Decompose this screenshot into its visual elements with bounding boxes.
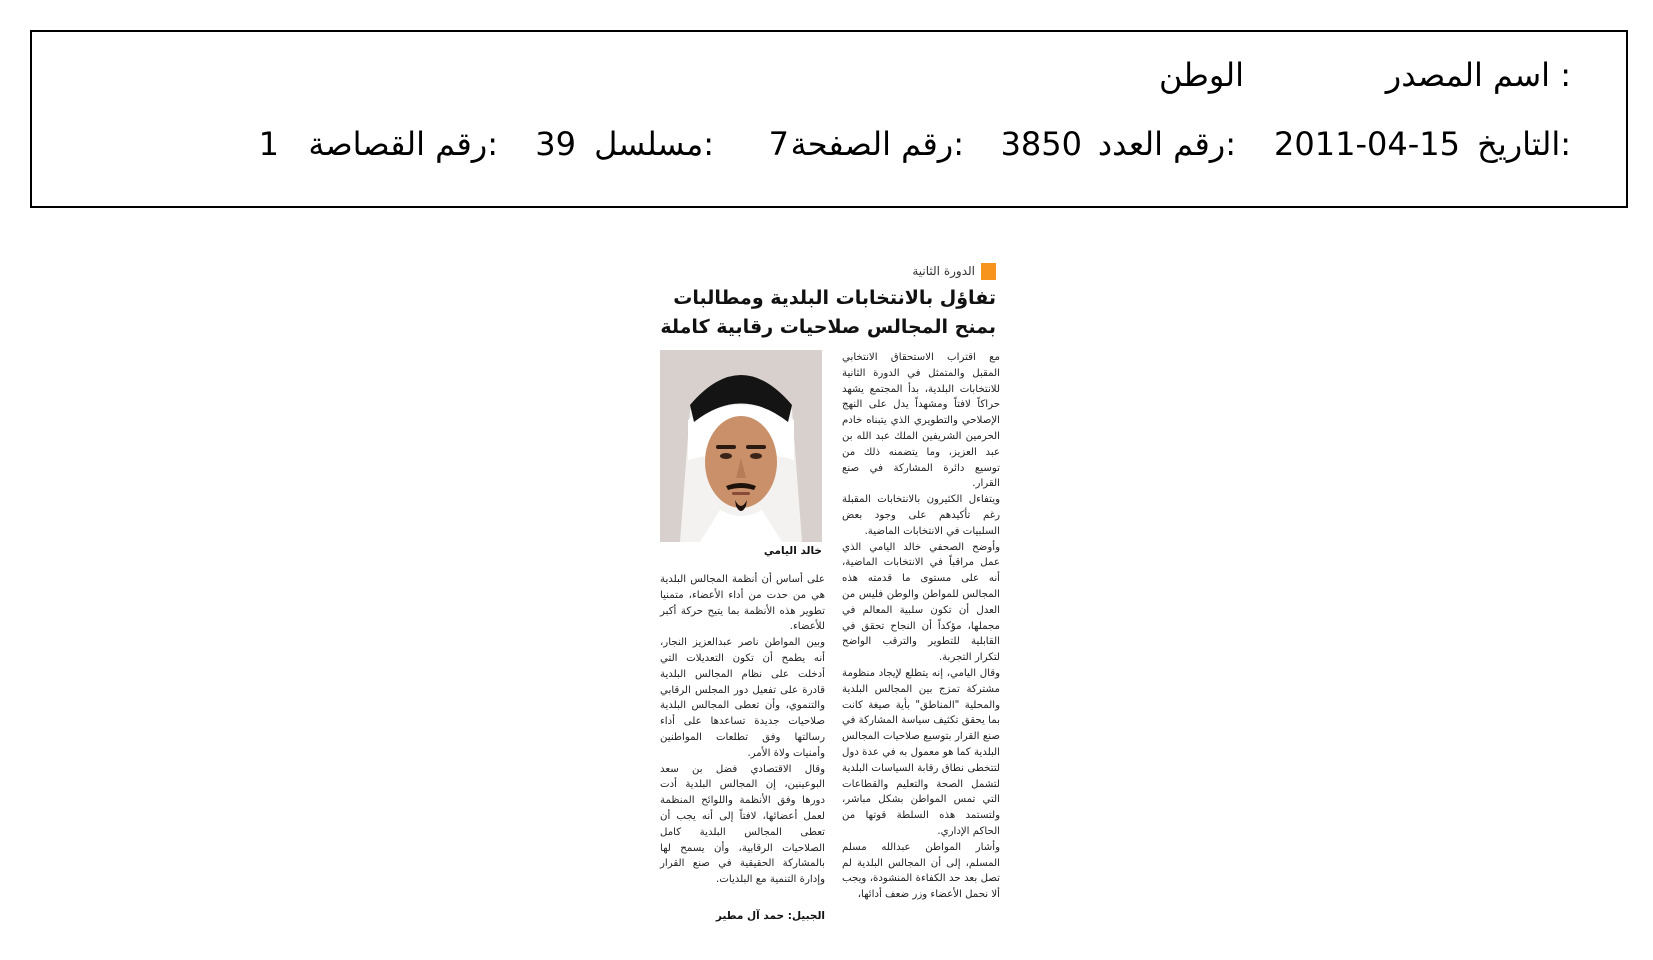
date-value: 2011-04-15 bbox=[1274, 125, 1460, 163]
article-column-left bbox=[660, 572, 825, 888]
kicker-text: الدورة الثانية bbox=[912, 264, 975, 278]
portrait-illustration bbox=[660, 350, 822, 542]
newspaper-clipping bbox=[655, 260, 1000, 925]
source-value: الوطن bbox=[1159, 56, 1244, 94]
paragraph: وبين المواطن ناصر عبدالعزيز النجار، أنه يطمح أن تكون التعديلات التي أدخلت على نظام المجالس البلدية قادرة على تفعيل دور المجلس الرقابي والتنموي، وأن تعطى المجالس البلدية صلاحيات جديدة تساعدها على أداء رسالتها وفق تطلعات المواطنين وأمنيات ولاة الأمر. bbox=[660, 637, 825, 759]
paragraph: مع اقتراب الاستحقاق الانتخابي المقبل والمتمثل في الدورة الثانية للانتخابات البلدية، بدأ المجتمع يشهد حراكاً لافتاً ومشهداً يدل على النهج الإصلاحي والتطويري الذي يتبناه خادم الحرمين الشريفين الملك عبد الله بن عبد العزيز، وما يتضمنه ذلك من توسيع دائرة المشاركة في صنع القرار. bbox=[842, 352, 1000, 490]
article-column-right bbox=[842, 350, 1000, 903]
portrait-photo bbox=[660, 350, 822, 542]
serial-label: مسلسل: bbox=[594, 125, 714, 163]
serial-value: 39 bbox=[535, 125, 576, 163]
paragraph: ويتفاءل الكثيرون بالانتخابات المقبلة رغم تأكيدهم على وجود بعض السلبيات في الانتخابات الماضية. bbox=[842, 494, 1000, 537]
page-value: 7 bbox=[768, 125, 789, 163]
date-label: التاريخ: bbox=[1477, 125, 1571, 163]
issue-label: رقم العدد: bbox=[1097, 125, 1236, 163]
paragraph: وقال الاقتصادي فضل بن سعد البوعينين، إن المجالس البلدية أدت دورها وفق الأنظمة واللوائح المنظمة لعمل أعضائها، لافتاً إلى أنه يجب أن تعطى المجالس البلدية كامل الصلاحيات الرقابية، وأن يسمح لها بالمشاركة الحقيقية في صنع القرار وإدارة التنمية مع البلديات. bbox=[660, 763, 825, 886]
kicker bbox=[912, 260, 996, 282]
photo-caption: خالد اليامي bbox=[763, 545, 822, 557]
source-label: اسم المصدر : bbox=[1385, 56, 1571, 94]
paragraph: على أساس أن أنظمة المجالس البلدية هي من حدت من أداء الأعضاء، متمنيا تطوير هذه الأنظمة بما يتيح حركة أكبر للأعضاء. bbox=[660, 574, 825, 633]
header-box bbox=[30, 30, 1628, 208]
headline: تفاؤل بالانتخابات البلدية ومطالبات بمنح المجالس صلاحيات رقابية كاملة bbox=[660, 287, 996, 338]
clip-label: رقم القصاصة: bbox=[308, 125, 498, 163]
page-label: رقم الصفحة: bbox=[790, 125, 964, 163]
paragraph: وأوضح الصحفي خالد اليامي الذي عمل مراقباً في الانتخابات الماضية، أنه على مستوى ما قدمته هذه المجالس للمواطن والوطن فليس من العدل أن تكون سلبية المعالم في مجملها، مؤكداً أن النجاح تحقق في القابلية للتطوير والترقب الواضح لتكرار التجربة. bbox=[842, 541, 1000, 664]
paragraph: وأشار المواطن عبدالله مسلم المسلم، إلى أن المجالس البلدية لم تصل بعد حد الكفاءة المنشودة، ويجب ألا نحمل الأعضاء وزر ضعف أدائها، bbox=[842, 841, 1000, 901]
byline: الجبيل: حمد آل مطير bbox=[715, 910, 825, 922]
clip-value: 1 bbox=[258, 125, 279, 163]
paragraph: وقال اليامي، إنه يتطلع لإيجاد منظومة مشتركة تمزج بين المجالس البلدية والمحلية "المناطق" بأية صيغة كانت بما يحقق تكثيف سياسة المشاركة في صنع القرار بتوسيع صلاحيات المجالس البلدية كما هو معمول به في عدة دول لتتخطى نطاق رقابة السياسات البلدية لتشمل الصحة والتعليم والقطاعات التي تمس المواطن بشكل مباشر، ولتستمد هذه السلطة قوتها من الحاكم الإداري. bbox=[842, 667, 1000, 837]
issue-value: 3850 bbox=[1000, 125, 1082, 163]
kicker-square-icon bbox=[981, 263, 996, 280]
